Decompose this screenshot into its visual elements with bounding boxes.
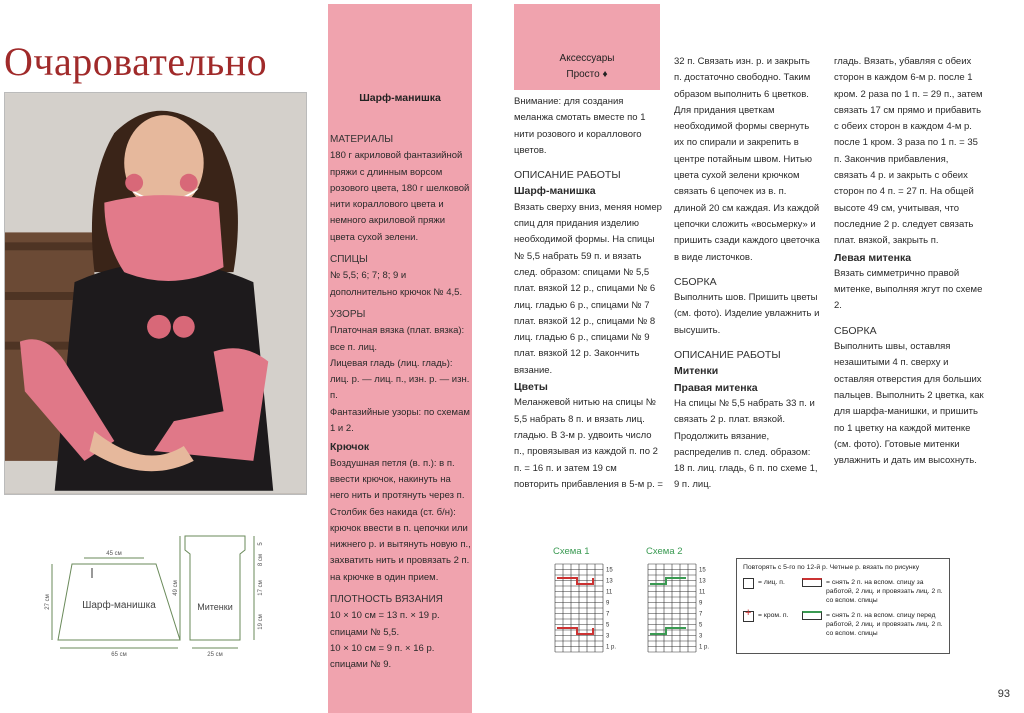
scarf-label: Шарф-манишка bbox=[82, 600, 156, 611]
flowers-subheading: Цветы bbox=[514, 381, 548, 394]
schema-row-label: 1 р. bbox=[606, 644, 617, 651]
mitten-s1-dim: 5 bbox=[258, 542, 264, 546]
schema-row-label: 11 bbox=[699, 589, 706, 596]
scarf-side-dim: 27 см bbox=[45, 594, 51, 610]
edge-stitch-icon bbox=[743, 611, 754, 622]
right-mitten-continued: гладь. Вязать, убавляя с обеих сторон в каждом 6-м р. после 1 кром. 2 раза по 1 п. = 29 п., затем связать 17 см прямо и прибавить с обеих сторон в каждом 4-м р. после 1 кром. 3 раза по 1 п. = 35 п. Закончив прибавления, связать 4 р. и закрыть с обеих сторон по 4 п. = 27 п. На общей высоте 49 см, учитывая, что последние 2 р. следует связать плат. вязкой, закрыть п. bbox=[834, 56, 983, 247]
schema-1-grid bbox=[553, 562, 623, 657]
page-title: Очаровательно bbox=[4, 39, 268, 84]
schema-row-label: 13 bbox=[699, 578, 706, 585]
mitten-s3-dim: 17 см bbox=[258, 580, 264, 596]
category-name: Аксессуары bbox=[559, 53, 615, 64]
materials-heading: МАТЕРИАЛЫ bbox=[330, 134, 394, 145]
cable-left-icon bbox=[802, 578, 822, 587]
text-column-2 bbox=[514, 94, 664, 493]
density-2: 10 × 10 см = 9 п. × 16 р. спицами № 9. bbox=[330, 642, 435, 671]
assembly-heading: СБОРКА bbox=[674, 275, 717, 288]
materials-column bbox=[330, 126, 472, 674]
schema-row-label: 13 bbox=[606, 578, 613, 585]
mitten-bottom-dim: 25 см bbox=[207, 652, 223, 658]
assembly-heading-2: СБОРКА bbox=[834, 324, 877, 337]
schema-row-label: 9 bbox=[699, 600, 703, 607]
knit-stitch-icon bbox=[743, 578, 754, 589]
schema-2-label: Схема 2 bbox=[646, 546, 683, 557]
density-heading: ПЛОТНОСТЬ ВЯЗАНИЯ bbox=[330, 594, 443, 606]
cable-right-icon bbox=[802, 611, 822, 620]
schema-row-label: 9 bbox=[606, 600, 610, 607]
mitten-s4-dim: 19 см bbox=[258, 614, 264, 630]
text-column-4 bbox=[834, 54, 984, 469]
note-text: Внимание: для создания меланжа смотать вместе по 1 нити розового и кораллового цветов. bbox=[514, 96, 646, 156]
pattern-stockinette: Лицевая гладь (лиц. гладь): лиц. р. — лиц. п., изн. р. — изн. п. bbox=[330, 357, 470, 402]
schema-row-label: 5 bbox=[699, 622, 703, 629]
schema-row-label: 1 р. bbox=[699, 644, 710, 651]
needles-text: № 5,5; 6; 7; 8; 9 и дополнительно крючок № 4,5. bbox=[330, 270, 463, 298]
pattern-fancy: Фантазийные узоры: по схемам 1 и 2. bbox=[330, 406, 470, 435]
scarf-instructions: Вязать сверху вниз, меняя номер спиц для придания изделию необходимой формы. На спицы № 5,5 набрать 59 п. и вязать след. образом: спицами № 5,5 плат. вязкой 12 р., спицами № 6 лиц. гладью 6 р., спицами № 7 плат. вязкой 12 р., спицами № 8 лиц. гладью 6 р., спицами № 9 плат. вязкой 12 р. Закончить вязание. bbox=[514, 201, 662, 376]
scarf-bottom-dim: 65 см bbox=[111, 652, 127, 658]
panel-heading: Шарф-манишка bbox=[359, 92, 441, 104]
page-number: 93 bbox=[997, 688, 1010, 700]
mittens-subheading: Митенки bbox=[674, 365, 719, 378]
density-1: 10 × 10 см = 13 п. × 19 р. спицами № 5,5. bbox=[330, 610, 440, 638]
schema-row-label: 7 bbox=[606, 611, 610, 618]
assembly-text-2: Выполнить швы, оставляя незашитыми 4 п. сверху и оставляя отверстия для больших пальцев. Выполнить 2 цветка, как для шарфа-манишки, и пришить по 1 цветку на каждой митенке (см. фото). Готовые митенки увлажнить и дать им высохнуть. bbox=[834, 341, 984, 467]
category-label bbox=[514, 51, 660, 83]
patterns-heading: УЗОРЫ bbox=[330, 308, 366, 320]
legend-cable-left: = снять 2 п. на вспом. спицу за работой, 2 лиц. и провязать лиц. 2 п. со вспом. спицы bbox=[826, 579, 943, 604]
left-mitten-text: Вязать симметрично правой митенке, выполняя жгут по схеме 2. bbox=[834, 267, 983, 312]
schema-2-grid bbox=[646, 562, 716, 657]
flowers-continued: 32 п. Связать изн. р. и закрыть п. достаточно свободно. Таким образом выполнить 6 цветков. Для придания цветкам необходимой формы свернуть их по спирали и закрепить в центре потайным швом. Нитью цвета сухой зелени крючком связать 6 цепочек из в. п. длиной 20 см каждая. Из каждой цепочки сложить «восьмерку» и пришить сзади каждого цветочка в виде листочков. bbox=[674, 56, 820, 263]
legend-cable-right: = снять 2 п. на вспом. спицу перед работой, 2 лиц. и провязать лиц. 2 п. со вспом. спицы bbox=[826, 612, 943, 637]
mitten-label: Митенки bbox=[197, 602, 233, 612]
difficulty-label: Просто ♦ bbox=[566, 69, 608, 80]
schema-row-label: 3 bbox=[699, 633, 703, 640]
hook-chain: Воздушная петля (в. п.): в п. ввести крючок, накинуть на него нить и протянуть через п. bbox=[330, 457, 465, 502]
schema-legend bbox=[736, 558, 950, 654]
scarf-top-dim: 45 см bbox=[106, 551, 122, 557]
description-heading-2: ОПИСАНИЕ РАБОТЫ bbox=[674, 349, 781, 362]
right-mitten-subheading: Правая митенка bbox=[674, 381, 758, 394]
pattern-diagrams bbox=[40, 530, 280, 670]
text-column-3 bbox=[674, 54, 820, 494]
schema-row-label: 15 bbox=[699, 567, 706, 574]
scarf-subheading: Шарф-манишка bbox=[514, 185, 596, 198]
needles-heading: СПИЦЫ bbox=[330, 254, 368, 266]
mitten-s2-dim: 8 см bbox=[258, 553, 264, 567]
hook-sc: Столбик без накида (ст. б/н): крючок ввести в п. цепочки или нижнего р. и вытянуть новую п., захватить нить и провязать 2 п. на крючке в один прием. bbox=[330, 506, 471, 583]
mitten-height-dim: 49 см bbox=[173, 580, 179, 596]
right-mitten-text: На спицы № 5,5 набрать 33 п. и связать 2 р. плат. вязкой. Продолжить вязание, распределив п. след. образом: 18 п. лиц. гладь, 6 п. по схеме 1, 9 п. лиц. bbox=[674, 397, 818, 491]
model-photo bbox=[4, 92, 307, 495]
legend-knit: = лиц. п. bbox=[758, 579, 785, 586]
description-heading: ОПИСАНИЕ РАБОТЫ bbox=[514, 169, 621, 182]
schema-row-label: 7 bbox=[699, 611, 703, 618]
legend-edge: = кром. п. bbox=[758, 612, 789, 619]
schema-row-label: 3 bbox=[606, 633, 610, 640]
materials-text: 180 г акриловой фантазийной пряжи с длинным ворсом розового цвета, 180 г шелковой нити кораллового цвета и немного акриловой пряжи цвета сухой зелени. bbox=[330, 150, 470, 243]
pattern-garter: Платочная вязка (плат. вязка): все п. лиц. bbox=[330, 325, 465, 353]
schema-row-label: 5 bbox=[606, 622, 610, 629]
schema-row-label: 15 bbox=[606, 567, 613, 574]
left-mitten-subheading: Левая митенка bbox=[834, 251, 912, 264]
woman-with-pink-scarf-photo bbox=[5, 93, 306, 494]
hook-heading: Крючок bbox=[330, 441, 370, 454]
assembly-text: Выполнить шов. Пришить цветы (см. фото). Изделие увлажнить и высушить. bbox=[674, 292, 820, 336]
schema-1-label: Схема 1 bbox=[553, 546, 590, 557]
schema-row-label: 11 bbox=[606, 589, 613, 596]
legend-heading: Повторять с 5-го по 12-й р. Четные р. вязать по рисунку bbox=[743, 564, 920, 571]
flowers-instructions: Меланжевой нитью на спицы № 5,5 набрать 8 п. и вязать лиц. гладью. В 3-м р. удвоить число п., провязывая из каждой п. по 2 п. = 16 п. и затем 19 см повторить прибавления в 5-м р. = bbox=[514, 397, 663, 490]
